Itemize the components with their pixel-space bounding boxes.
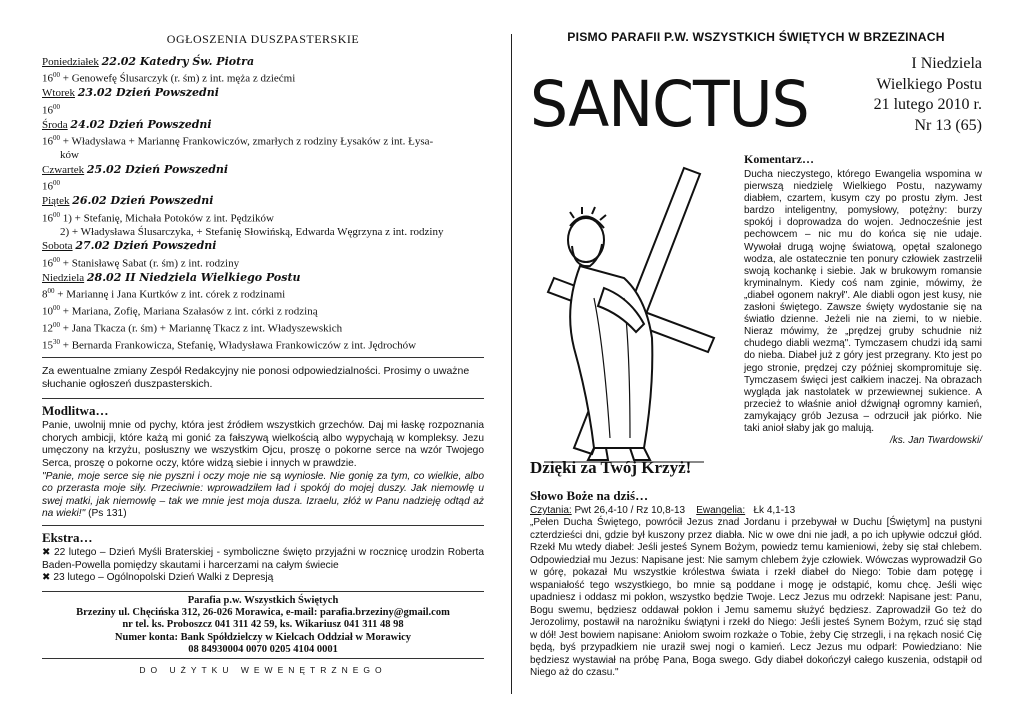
day-name: Środa — [42, 118, 68, 131]
commentary-section — [744, 152, 982, 446]
feast-name: 23.02 Dzień Powszedni — [77, 86, 219, 100]
announcements-list — [42, 55, 484, 353]
day-heading — [42, 239, 484, 253]
contact-line: 08 84930004 0070 0205 4104 0001 — [188, 644, 338, 655]
prayer-ref: (Ps 131) — [88, 508, 127, 520]
gospel-text: „Pełen Ducha Świętego, powrócił Jezus znad Jordanu i przebywał w Duchu [Świętym] na pustyni czterdzieści dni, gdzie był kuszony przez diabła. Nic w owe dni nie jadł, a po ich upływie odczuł głód. Rzekł Mu wtedy diabeł: Jeśli jesteś Synem Bożym, powiedz temu kamieniowi, żeby się stał chlebem. Odpowiedział mu Jezus: Napisane jest: Nie samym chlebem żyje człowiek. Wówczas wyprowadził Go w górę, pokazał Mu wszystkie królestwa świata i rzekł diabeł do Niego: Tobie dam potęgę i wspaniałość tego wszystkiego, bo mnie są poddane i mogę je odstąpić, komu chcę. Jeśli więc upadniesz i oddasz mi pokłon, wszystko będzie Twoje. Lecz Jezus mu odrzekł: Napisane jest: Panu, Bogu swemu, będziesz oddawał pokłon i Jemu samemu służyć będziesz. Zaprowadził Go też do Jerozolimy, postawił na narożniku świątyni i rzekł do Niego: Jeśli jesteś Synem Bożym, rzuć się stąd w dół! Jest bowiem napisane: Aniołom swoim rozkaże o Tobie, żeby Cię strzegli, i na rękach nosić Cię będą, byś przypadkiem nie uraził swej nogi o kamień. Lecz Jezus mu odparł: Powiedziano: Nie będziesz wystawiał na próbę Pana, Boga swego. Gdy diabeł dokończył całego kuszenia, odstąpił od Niego aż do czasu." — [530, 517, 982, 679]
intention-text: + Genowefę Ślusarczyk (r. śm) z int. męża z dziećmi — [62, 73, 296, 86]
intention-text: + Jana Tkacza (r. śm) + Mariannę Tkacz z int. Władyszewskich — [62, 322, 343, 335]
feast-name: 25.02 Dzień Powszedni — [86, 162, 229, 176]
intention-text: + Stanisławę Sabat (r. śm) z int. rodziny — [62, 257, 240, 270]
contact-line: nr tel. ks. Proboszcz 041 311 42 59, ks. Wikariusz 041 311 48 98 — [122, 619, 404, 631]
sanctus-logo: SANCTUS — [530, 68, 809, 142]
mass-intention — [42, 319, 484, 336]
mass-intention — [42, 209, 484, 226]
mass-time: 16 — [42, 180, 53, 193]
day-heading — [42, 271, 484, 285]
footer-text: DO UŻYTKU WEWENĘTRZNEGO — [139, 665, 387, 676]
divider — [42, 357, 484, 358]
day-name: Niedziela — [42, 271, 85, 284]
day-name: Czwartek — [42, 163, 85, 176]
mass-intention — [42, 285, 484, 302]
readings-line — [530, 505, 982, 517]
gospel-ref: Łk 4,1-13 — [753, 505, 796, 516]
cross-bullet-icon: ✖ — [42, 547, 54, 559]
mass-time: 16 — [42, 212, 53, 225]
cross-bullet-icon: ✖ — [42, 572, 54, 584]
feast-name: 22.02 Katedry Św. Piotra — [101, 55, 255, 68]
extra-item: ✖ 22 lutego – Dzień Myśli Braterskiej - symboliczne święto przyjaźni w rocznicę urodzin Roberta Baden-Powella pomiędzy skautami i harcerzami na całym świecie — [42, 547, 484, 571]
day-name: Piątek — [42, 195, 70, 208]
mass-intention — [42, 69, 484, 86]
mass-time-minutes: 00 — [53, 304, 60, 313]
commentary-author: /ks. Jan Twardowski/ — [889, 435, 982, 447]
extra-title: Ekstra… — [42, 530, 93, 546]
divider — [42, 525, 484, 526]
contact-line: Numer konta: Bank Spółdzielczy w Kielcach Oddział w Morawicy — [114, 631, 412, 643]
mass-time-minutes: 00 — [53, 71, 60, 80]
extra-list — [42, 547, 484, 585]
mass-intention — [42, 177, 484, 194]
day-heading — [42, 194, 484, 208]
issue-line: Wielkiego Postu — [876, 75, 982, 93]
mass-time-minutes: 00 — [53, 255, 60, 264]
mass-intention — [42, 302, 484, 319]
announcements-title: OGŁOSZENIA DUSZPASTERSKIE — [166, 32, 360, 46]
intention-continuation: ków — [60, 149, 79, 162]
mass-intention — [42, 132, 484, 149]
feast-name: 27.02 Dzień Powszedni — [75, 239, 217, 253]
contact-line: Parafia p.w. Wszystkich Świętych — [187, 594, 339, 606]
issue-info — [874, 54, 982, 136]
prayer-quote — [42, 471, 484, 521]
parish-header: PISMO PARAFII P.W. WSZYSTKICH ŚWIĘTYCH W BRZEZINACH — [567, 30, 945, 44]
feast-name: 24.02 Dzień Powszedni — [70, 117, 212, 131]
day-heading — [42, 86, 484, 100]
day-name: Wtorek — [42, 87, 75, 100]
right-column — [530, 30, 982, 679]
contact-line: Brzeziny ul. Chęcińska 312, 26-026 Morawica, e-mail: parafia.brzeziny@gmail.com — [76, 607, 450, 619]
mass-time-minutes: 00 — [53, 321, 60, 330]
issue-line: Nr 13 (65) — [914, 116, 982, 134]
mass-time-minutes: 00 — [53, 102, 60, 111]
mass-time-minutes: 00 — [53, 179, 60, 188]
feast-name: 26.02 Dzień Powszedni — [72, 194, 214, 208]
intention-text: + Mariannę i Jana Kurtków z int. córek z rodzinami — [57, 288, 286, 301]
mass-intention — [42, 101, 484, 118]
extra-item: ✖ 23 lutego – Ogólnopolski Dzień Walki z Depresją — [42, 572, 274, 584]
issue-line: I Niedziela — [911, 55, 982, 72]
mass-time: 12 — [42, 322, 53, 335]
mass-intention — [42, 336, 484, 353]
word-of-god-section — [530, 484, 982, 680]
left-column — [42, 30, 484, 675]
prayer-quote-text: "Panie, moje serce się nie pyszni i oczy moje nie są wyniosłe. Nie gonię za tym, co wielkie, albo co przerasta moje siły. Przeciwnie: wprowadziłem ład i spokój do mojej duszy. Jak niemowlę u swej matki, jak niemowlę – tak we mnie jest moja dusza. Izraelu, złóż w Panu nadzieję odtąd aż na wieki!" — [42, 470, 484, 520]
mass-time: 16 — [42, 73, 53, 86]
prayer-title: Modlitwa… — [42, 403, 109, 419]
mass-time-minutes: 00 — [47, 287, 55, 296]
readings-label: Czytania: — [530, 505, 572, 516]
mass-time: 10 — [42, 305, 53, 318]
day-heading — [42, 55, 484, 69]
column-divider — [511, 34, 512, 694]
feast-name: 28.02 II Niedziela Wielkiego Postu — [86, 270, 301, 284]
readings-refs: Pwt 26,4-10 / Rz 10,8-13 — [574, 505, 686, 516]
mass-time: 15 — [42, 339, 53, 352]
gospel-label: Ewangelia: — [696, 505, 746, 516]
disclaimer-note: Za ewentualne zmiany Zespół Redakcyjny nie ponosi odpowiedzialności. Prosimy o uważne słuchanie ogłoszeń duszpasterskich. — [42, 365, 470, 391]
prayer-text: Panie, uwolnij mnie od pychy, która jest źródłem wszystkich grzechów. Daj mi łaskę rozpoznania chorych ambicji, które każą mi gonić za fałszywą wielkością albo wypychają w kompleksy. Jezu umęczony na krzyżu, posłuszny we wszystkim Ojcu, proszę o pokorne serce na wzór Twojego Serca, proszę o pokorne oczy, które widzą siebie i innych w prawdzie. — [42, 420, 484, 470]
intention-text: + Bernarda Frankowicza, Stefanię, Władysława Frankowiczów z int. Jędrochów — [62, 339, 417, 352]
commentary-title: Komentarz… — [744, 152, 814, 166]
intention-text: + Mariana, Zofię, Mariana Szałasów z int. córki z rodziną — [62, 305, 318, 318]
mass-time: 16 — [42, 104, 53, 117]
day-heading — [42, 118, 484, 132]
day-heading — [42, 163, 484, 177]
intention-text: 1) + Stefanię, Michała Potoków z int. Pędzików — [62, 212, 274, 225]
mass-time: 16 — [42, 136, 53, 148]
contact-box — [42, 591, 484, 659]
mass-time: 16 — [42, 257, 53, 270]
divider — [42, 398, 484, 399]
mass-time-minutes: 00 — [53, 210, 60, 219]
word-title: Słowo Boże na dziś… — [530, 488, 649, 503]
mass-intention — [42, 254, 484, 271]
mass-intention: 2) + Władysława Ślusarczyka, + Stefanię Słowińską, Edwarda Węgrzyna z int. rodziny — [60, 225, 444, 238]
mass-time: 8 — [42, 288, 48, 301]
jesus-carrying-cross-illustration — [534, 148, 730, 468]
day-name: Poniedziałek — [42, 56, 99, 68]
commentary-text: Ducha nieczystego, którego Ewangelia wspomina w pierwszą niedzielę Wielkiego Postu, nazywamy diabłem, czartem, kusym czy po prostu złym. Jest bardzo inteligentny, pomysłowy, potężny: burzy spokój i doprowadza do wojen. Jednocześnie jest pechowcem – nic mu do końca się nie udaje. Wywołał drugą wojnę światową, opętał szalonego wodza, ale ostatecznie ten ponury człowiek zastrzelił swoją kochankę i siebie. Jak w brukowym romansie kryminalnym. Kiedy coś nam zginie, mówimy, że „diabeł ogonem nakrył". Ale diabli ogon jest kusy, nie zasłoni świętego. Zawsze święty wydostanie się na światło dzienne. Jeżeli nie na ziemi, to w niebie. Nieraz mówimy, że „prędzej gruby schudnie niż chudego diabli wezmą". Tymczasem chudzi idą sami do nieba. Diabeł już z góry jest przegrany. Kto jest po jego stronie, prędzej czy później skompromituje się. Tymczasem święci jest całkiem inaczej. Na obrazach wygląda jak nastolatek w przewiewnej sukience. A przecież to właśnie anioł dźwignął ogromny kamień, zamykający grób Jezusa – odrzucił jak piórko. Nie taki anioł słaby jak go malują. — [744, 169, 982, 434]
thanks-heading: Dzięki za Twój Krzyż! — [530, 458, 692, 477]
day-name: Sobota — [42, 240, 73, 253]
mass-time-minutes: 30 — [53, 338, 60, 347]
issue-line: 21 lutego 2010 r. — [873, 96, 982, 113]
intention-text: + Władysława + Mariannę Frankowiczów, zmarłych z rodziny Łysaków z int. Łysa- — [62, 136, 434, 148]
mass-time-minutes: 00 — [53, 134, 60, 143]
